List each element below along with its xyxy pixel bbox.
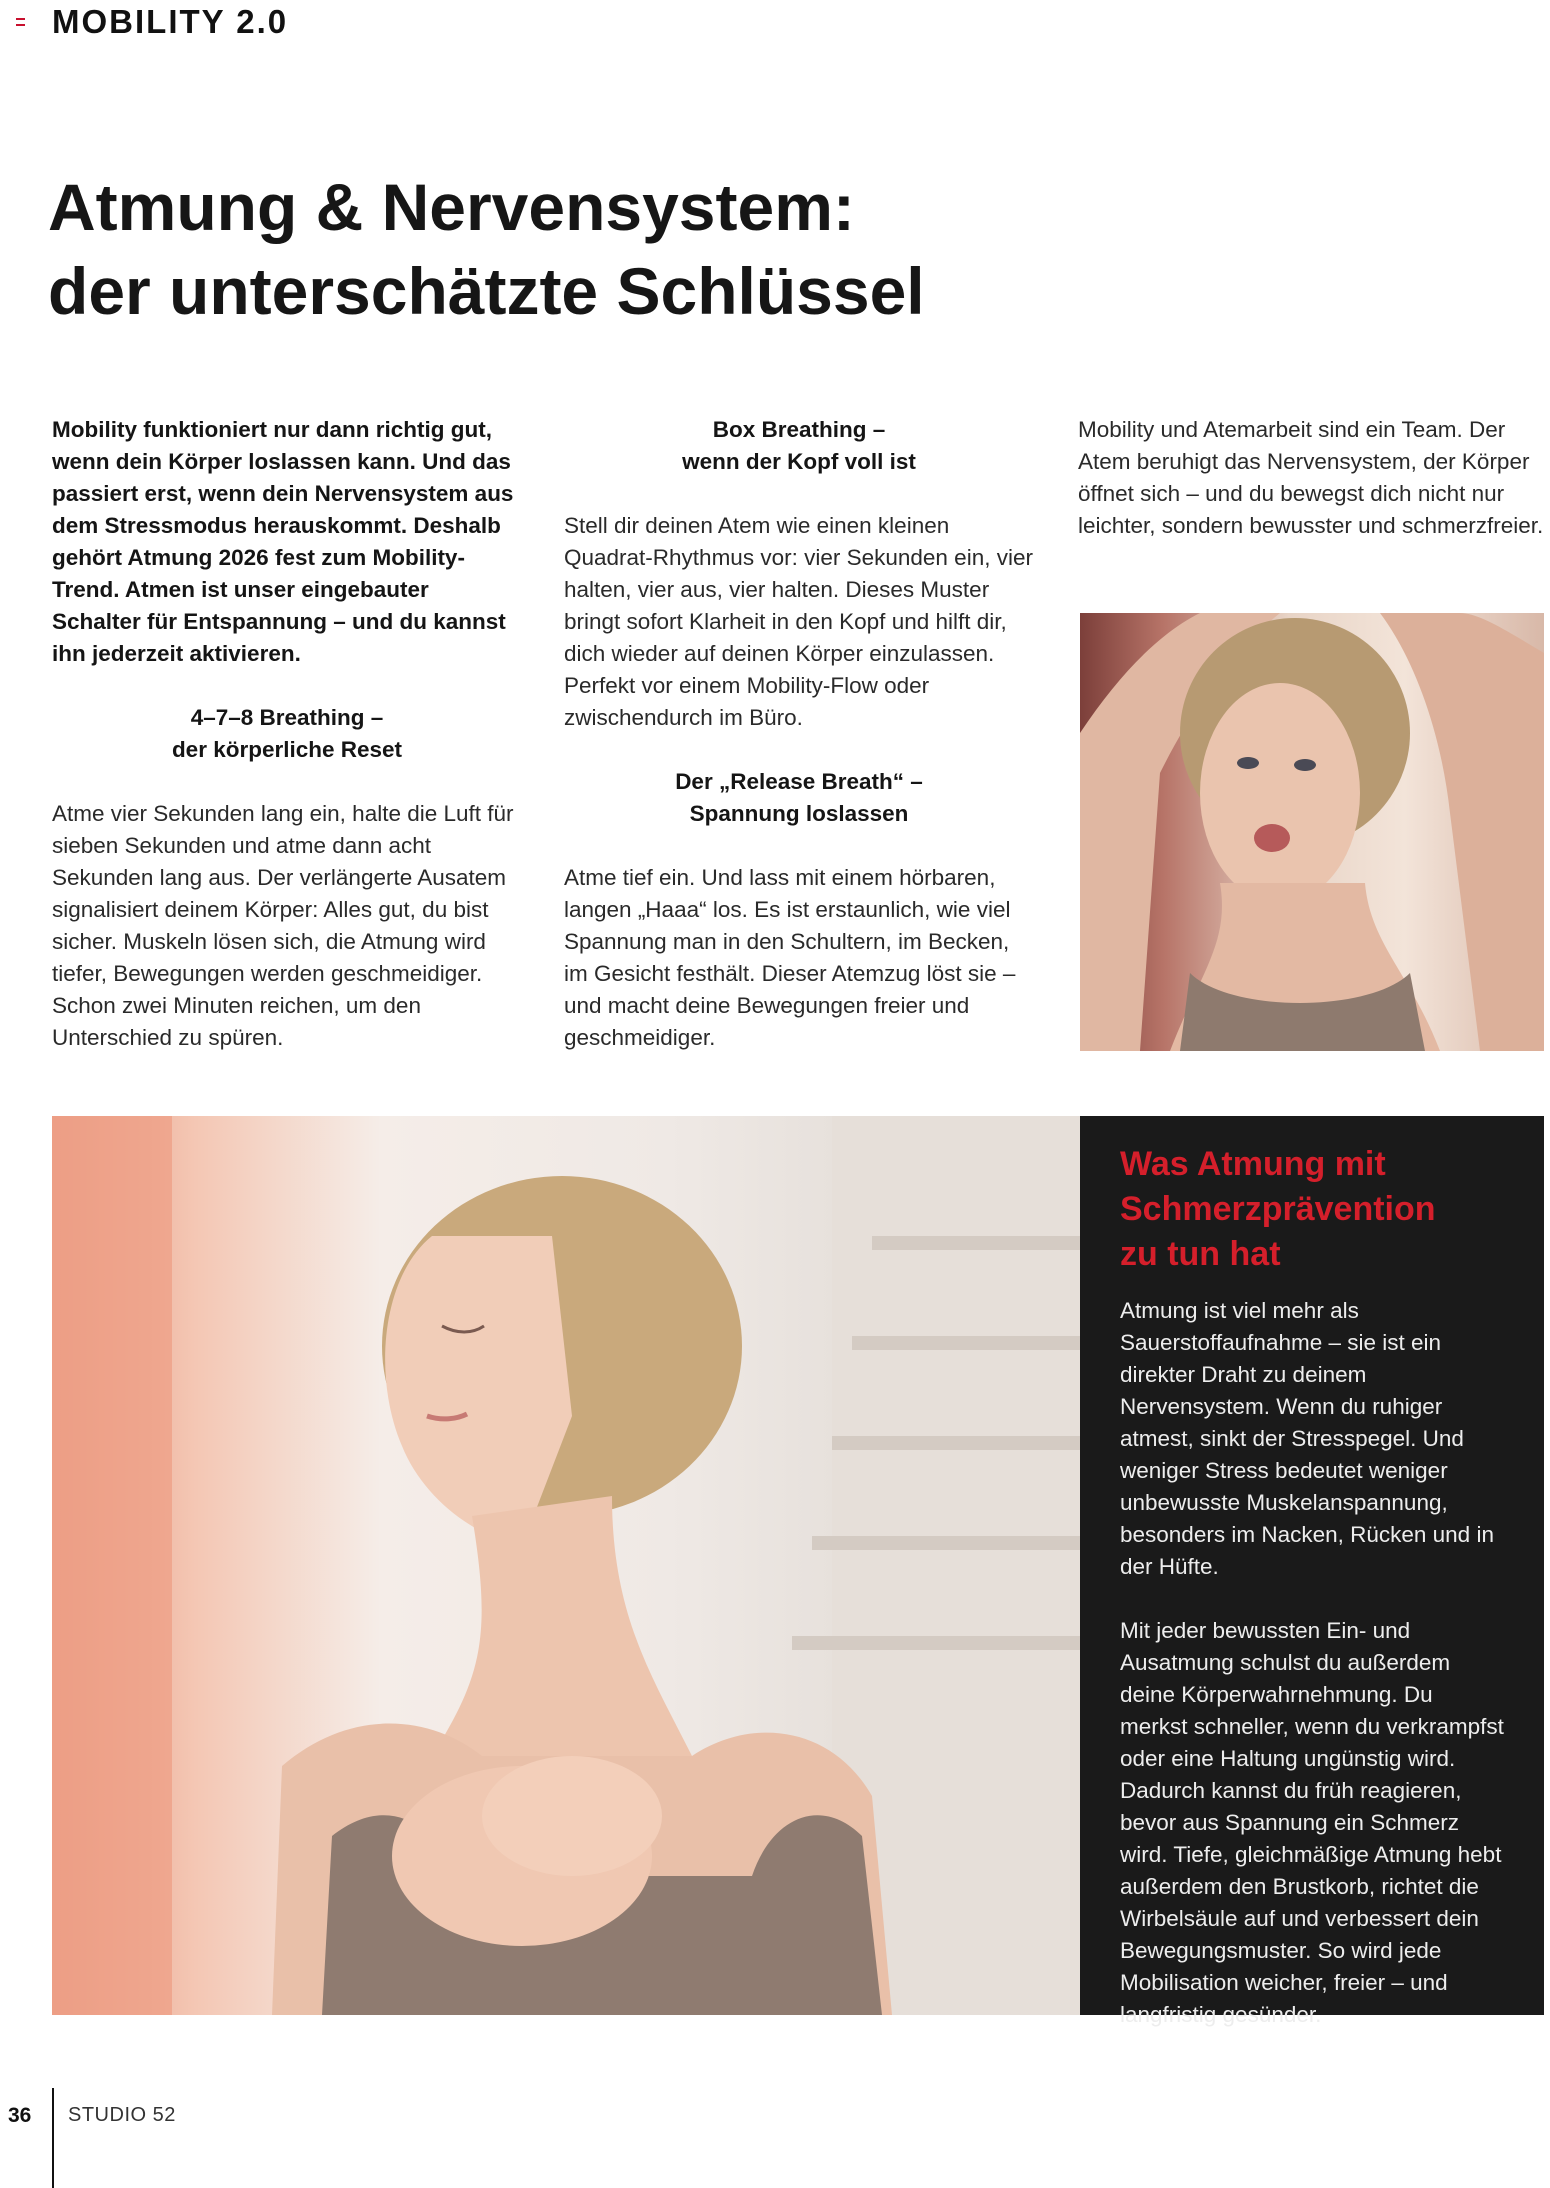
page-title xyxy=(48,165,1148,333)
footer-divider xyxy=(52,2088,54,2188)
infobox-title-line: Schmerzprävention xyxy=(1120,1190,1436,1228)
intro-paragraph: Mobility funktioniert nur dann richtig gut, wenn dein Körper loslassen kann. Und das passiert erst, wenn dein Nervensystem aus dem Stressmodus herauskommt. Deshalb gehört Atmung 2026 fest zum Mobility-Trend. Atmen ist unser eingebauter Schalter für Entspannung – und du kannst ihn jederzeit aktivieren. xyxy=(52,417,514,666)
infobox-paragraph: Atmung ist viel mehr als Sauerstoffaufnahme – sie ist ein direkter Draht zu deinem Nervensystem. Wenn du ruhiger atmest, sinkt der Stresspegel. Und weniger Stress bedeutet weniger unbewusste Muskelanspannung, besonders im Nacken, Rücken und in der Hüfte. xyxy=(1120,1298,1494,1579)
subheading-478-breathing xyxy=(52,702,522,766)
body-paragraph: Stell dir deinen Atem wie einen kleinen Quadrat-Rhythmus vor: vier Sekunden ein, vier halten, vier aus, vier halten. Dieses Muster bringt sofort Klarheit in den Kopf und hilft dir, dich wieder auf deinen Körper einzulassen. Perfekt vor einem Mobility-Flow oder zwischendurch im Büro. xyxy=(564,513,1033,730)
infobox-title-line: zu tun hat xyxy=(1120,1235,1281,1273)
subheading-line: Der „Release Breath“ – xyxy=(675,769,923,794)
subheading-line: wenn der Kopf voll ist xyxy=(682,449,916,474)
subheading-line: der körperliche Reset xyxy=(171,737,403,762)
photo-woman-exhaling xyxy=(1080,613,1544,1051)
subheading-line: Spannung loslassen xyxy=(689,801,909,826)
infobox-paragraph: Mit jeder bewussten Ein- und Ausatmung schulst du außerdem deine Körperwahrnehmung. Du merkst schneller, wenn du verkrampfst oder eine Haltung ungünstig wird. Dadurch kannst du früh reagieren, bevor aus Spannung ein Schmerz wird. Tiefe, gleichmäßige Atmung hebt außerdem den Brustkorb, richtet die Wirbelsäule auf und verbessert dein Bewegungsmuster. So wird jede Mobilisation weicher, freier – und langfristig gesünder. xyxy=(1120,1618,1504,2027)
page-title-line1: Atmung & Nervensystem: xyxy=(48,170,855,244)
body-paragraph: Atme vier Sekunden lang ein, halte die Luft für sieben Sekunden und atme dann acht Sekunden lang aus. Der verlängerte Ausatem signalisiert deinem Körper: Alles gut, du bist sicher. Muskeln lösen sich, die Atmung wird tiefer, Bewegungen werden geschmeidiger. Schon zwei Minuten reichen, um den Unterschied zu spüren. xyxy=(52,801,514,1050)
subheading-release-breath xyxy=(564,766,1034,830)
body-paragraph: Mobility und Atemarbeit sind ein Team. Der Atem beruhigt das Nervensystem, der Körper öffnet sich – und du bewegst dich nicht nur leichter, sondern bewusster und schmerzfreier. xyxy=(1078,417,1544,538)
body-paragraph: Atme tief ein. Und lass mit einem hörbaren, langen „Haaa“ los. Es ist erstaunlich, wie viel Spannung man in den Schultern, im Becken, im Gesicht festhält. Dieser Atemzug löst sie – und macht deine Bewegungen freier und geschmeidiger. xyxy=(564,865,1016,1050)
page-title-line2: der unterschätzte Schlüssel xyxy=(48,254,925,328)
menu-icon xyxy=(16,18,25,26)
section-title: MOBILITY 2.0 xyxy=(52,3,289,40)
article-column-3 xyxy=(1078,414,1548,542)
photo-woman-breathing xyxy=(52,1116,1080,2015)
subheading-line: Box Breathing – xyxy=(712,417,886,442)
subheading-box-breathing xyxy=(564,414,1034,478)
subheading-line: 4–7–8 Breathing – xyxy=(190,705,384,730)
article-column-1 xyxy=(52,414,522,1054)
magazine-brand: STUDIO 52 xyxy=(68,2104,176,2126)
page-number: 36 xyxy=(8,2104,32,2127)
infobox-title xyxy=(1120,1142,1504,1277)
infobox xyxy=(1080,1116,1544,2027)
infobox-title-line: Was Atmung mit xyxy=(1120,1145,1386,1183)
article-column-2 xyxy=(564,414,1034,1054)
